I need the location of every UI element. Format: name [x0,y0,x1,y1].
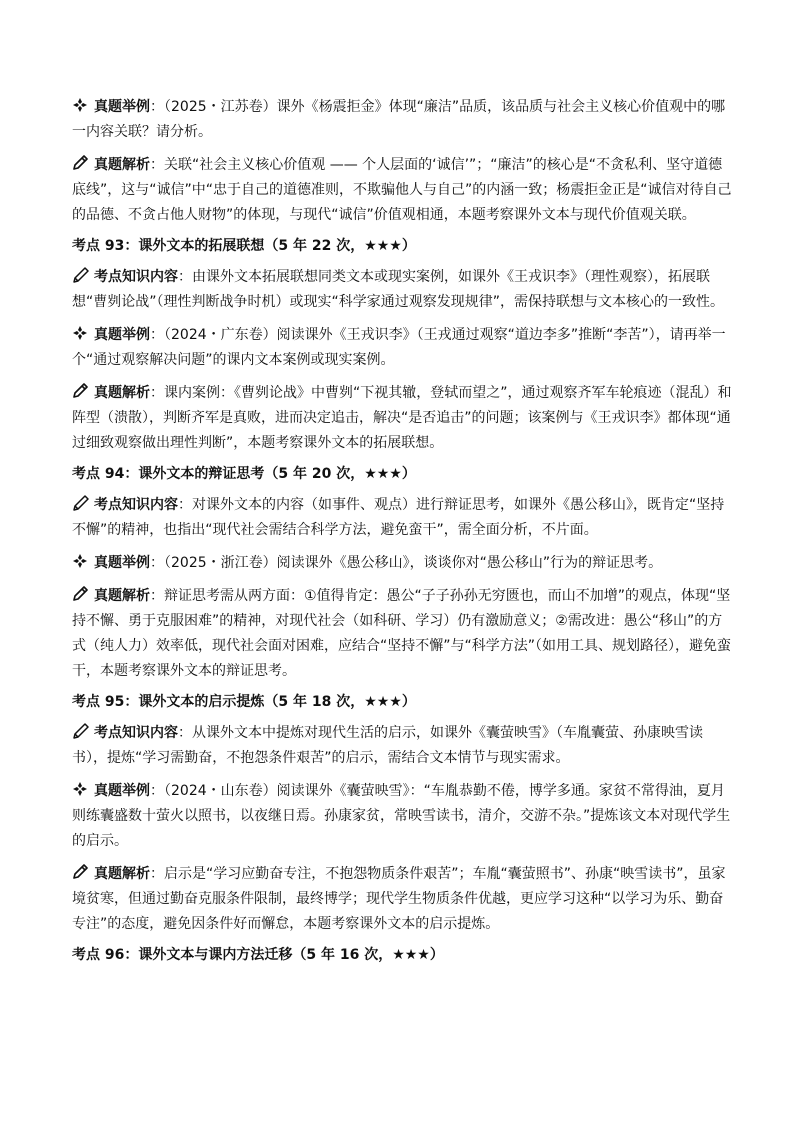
diamond-bullet-icon [72,325,90,341]
diamond-bullet-icon [72,553,90,569]
section-heading: 考点 95：课外文本的启示提炼（5 年 18 次，★★★） [72,694,416,710]
knowledge-text: ：由课外文本拓展联想同类文本或现实案例，如课外《王戎识李》（理性观察），拓展联想“曹刿论战”（理性判断战争时机）或现实“科学家通过观察发现规律”，需保持联想与文本核心的一致性。 [72,269,725,310]
example-text: ：（2025・浙江卷）阅读课外《愚公移山》，谈谈你对“愚公移山”行为的辩证思考。 [150,555,663,571]
analysis-paragraph [72,381,732,456]
analysis-label: 真题解析 [94,385,150,401]
example-label: 真题举例 [94,327,150,343]
example-label: 真题举例 [94,99,150,115]
example-paragraph [72,779,732,854]
knowledge-paragraph [72,493,732,543]
example-label: 真题举例 [94,783,150,799]
pencil-icon [72,155,90,171]
analysis-label: 真题解析 [94,588,150,604]
pen-icon [72,267,90,283]
example-label: 真题举例 [94,555,150,571]
section-heading: 考点 93：课外文本的拓展联想（5 年 22 次，★★★） [72,238,416,254]
example-text: ：（2024・山东卷）阅读课外《囊萤映雪》：“车胤恭勤不倦，博学多通。家贫不常得油，夏月则练囊盛数十萤火以照书，以夜继日焉。孙康家贫，常映雪读书，清介，交游不杂。”提炼该文本对现代学生的启示。 [72,783,731,849]
example-text: ：（2025・江苏卷）课外《杨震拒金》体现“廉洁”品质，该品质与社会主义核心价值观中的哪一内容关联？请分析。 [72,99,726,140]
analysis-label: 真题解析 [94,157,150,173]
diamond-bullet-icon [72,781,90,797]
analysis-text: ：课内案例：《曹刿论战》中曹刿“下视其辙，登轼而望之”，通过观察齐军车轮痕迹（混乱）和阵型（溃散），判断齐军是真败，进而决定追击，解决“是否追击”的问题；该案例与《王戎识李》都体现“通过细致观察做出理性判断”，本题考察课外文本的拓展联想。 [72,385,732,451]
analysis-paragraph [72,153,732,228]
document-body [72,95,732,968]
knowledge-paragraph [72,265,732,315]
analysis-paragraph [72,862,732,937]
knowledge-paragraph [72,721,732,771]
example-paragraph [72,323,732,373]
diamond-bullet-icon [72,97,90,113]
pencil-icon [72,383,90,399]
example-text: ：（2024・广东卷）阅读课外《王戎识李》（王戎通过观察“道边李多”推断“李苦”），请再举一个“通过观察解决问题”的课内文本案例或现实案例。 [72,327,726,368]
knowledge-text: ：从课外文本中提炼对现代生活的启示，如课外《囊萤映雪》（车胤囊萤、孙康映雪读书），提炼“学习需勤奋，不抱怨条件艰苦”的启示，需结合文本情节与现实需求。 [72,725,703,766]
analysis-text: ：启示是“学习应勤奋专注，不抱怨物质条件艰苦”；车胤“囊萤照书”、孙康“映雪读书”，虽家境贫寒，但通过勤奋克服条件限制，最终博学；现代学生物质条件优越，更应学习这种“以学习为乐、勤奋专注”的态度，避免因条件好而懈怠，本题考察课外文本的启示提炼。 [72,866,726,932]
section-heading: 考点 96：课外文本与课内方法迁移（5 年 16 次，★★★） [72,947,444,963]
pen-icon [72,495,90,511]
analysis-paragraph [72,584,732,684]
analysis-text: ：关联“社会主义核心价值观 —— 个人层面的‘诚信’”；“廉洁”的核心是“不贪私利、坚守道德底线”，这与“诚信”中“忠于自己的道德准则，不欺骗他人与自己”的内涵一致；杨震拒金正是“诚信对待自己的品德、不贪占他人财物”的体现，与现代“诚信”价值观相通，本题考察课外文本与现代价值观关联。 [72,157,732,223]
example-paragraph [72,551,732,576]
example-paragraph [72,95,732,145]
pencil-icon [72,586,90,602]
section-heading: 考点 94：课外文本的辩证思考（5 年 20 次，★★★） [72,466,416,482]
analysis-text: ：辩证思考需从两方面：①值得肯定：愚公“子子孙孙无穷匮也，而山不加增”的观点，体现“坚持不懈、勇于克服困难”的精神，对现代社会（如科研、学习）仍有激励意义；②需改进：愚公“移山”的方式（纯人力）效率低，现代社会面对困难，应结合“坚持不懈”与“科学方法”（如用工具、规划路径），避免蛮干，本题考察课外文本的辩证思考。 [72,588,732,679]
pencil-icon [72,864,90,880]
knowledge-label: 考点知识内容 [94,269,178,285]
analysis-label: 真题解析 [94,866,150,882]
knowledge-text: ：对课外文本的内容（如事件、观点）进行辩证思考，如课外《愚公移山》，既肯定“坚持不懈”的精神，也指出“现代社会需结合科学方法，避免蛮干”，需全面分析，不片面。 [72,497,725,538]
knowledge-label: 考点知识内容 [94,497,178,513]
pen-icon [72,723,90,739]
knowledge-label: 考点知识内容 [94,725,178,741]
